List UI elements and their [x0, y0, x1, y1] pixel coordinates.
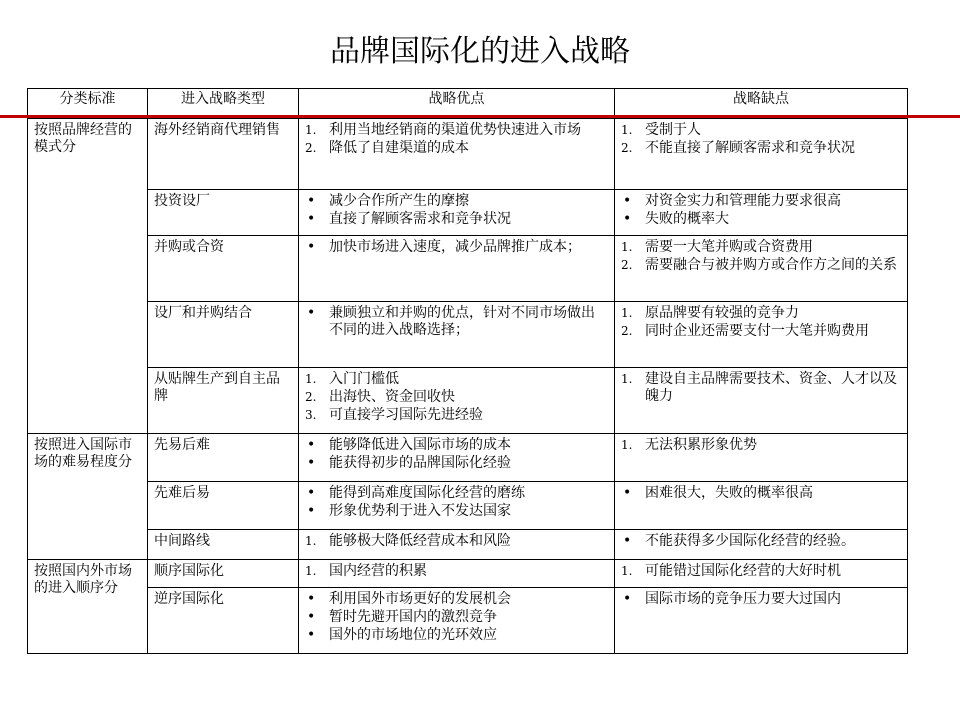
strategy-type-cell: 先难后易: [148, 482, 299, 530]
pros-text: 兼顾独立和并购的优点，针对不同市场做出不同的进入战略选择；: [329, 305, 595, 338]
header-row: [28, 89, 908, 119]
list-item: [621, 211, 901, 228]
category-cell: 按照国内外市场的进入顺序分: [28, 560, 148, 654]
category-cell: 按照品牌经营的模式分: [28, 119, 148, 434]
strategy-type-cell: 先易后难: [148, 434, 299, 482]
pros-text: 国内经营的积累: [329, 563, 427, 579]
bullet-icon: •: [623, 211, 632, 227]
strategy-type-cell: 设厂和并购结合: [148, 302, 299, 368]
list-number: 1.: [305, 534, 317, 548]
list-item: [305, 193, 608, 210]
table-row: [28, 236, 908, 302]
bullet-icon: •: [623, 591, 632, 607]
pros-cell: [299, 588, 615, 654]
list-item: [621, 371, 901, 405]
bullet-icon: •: [307, 455, 316, 471]
pros-text: 减少合作所产生的摩擦: [329, 193, 469, 209]
pros-text: 可直接学习国际先进经验: [329, 407, 483, 423]
pros-text: 利用当地经销商的渠道优势快速进入市场: [329, 122, 581, 138]
cons-list: [621, 563, 901, 580]
bullet-icon: •: [307, 305, 316, 321]
pros-cell: [299, 236, 615, 302]
cons-cell: [615, 119, 908, 190]
strategy-table: [27, 88, 908, 654]
pros-text: 形象优势利于进入不发达国家: [329, 503, 511, 519]
pros-list: [305, 371, 608, 424]
cons-cell: [615, 560, 908, 588]
list-item: [305, 503, 608, 520]
list-number: 1.: [305, 564, 317, 578]
bullet-icon: •: [623, 485, 632, 501]
strategy-type-cell: 逆序国际化: [148, 588, 299, 654]
header-type: 进入战略类型: [148, 89, 299, 119]
pros-text: 降低了自建渠道的成本: [329, 140, 469, 156]
table-row: [28, 119, 908, 190]
strategy-type-cell: 中间路线: [148, 530, 299, 560]
pros-list: [305, 533, 608, 550]
cons-text: 不能获得多少国际化经营的经验。: [645, 533, 855, 549]
list-item: [305, 407, 608, 424]
list-item: [305, 627, 608, 644]
strategy-type-cell: 从贴牌生产到自主品牌: [148, 368, 299, 434]
pros-list: [305, 437, 608, 472]
cons-list: [621, 122, 901, 157]
list-number: 1.: [621, 564, 633, 578]
pros-list: [305, 563, 608, 580]
pros-text: 直接了解顾客需求和竞争状况: [329, 211, 511, 227]
list-number: 1.: [621, 438, 633, 452]
pros-list: [305, 239, 608, 256]
strategy-type-cell: 并购或合资: [148, 236, 299, 302]
list-number: 2.: [621, 141, 633, 155]
list-item: [305, 389, 608, 406]
table-row: [28, 560, 908, 588]
cons-text: 可能错过国际化经营的大好时机: [645, 563, 841, 579]
cons-cell: [615, 588, 908, 654]
header-category: 分类标准: [28, 89, 148, 119]
list-item: [305, 371, 608, 388]
pros-cell: [299, 560, 615, 588]
list-item: [305, 305, 608, 339]
bullet-icon: •: [307, 609, 316, 625]
pros-list: [305, 485, 608, 520]
header-cons: 战略缺点: [615, 89, 908, 119]
list-item: [621, 563, 901, 580]
bullet-icon: •: [307, 627, 316, 643]
pros-cell: [299, 434, 615, 482]
bullet-icon: •: [307, 239, 316, 255]
list-item: [621, 305, 901, 322]
list-item: [621, 323, 901, 340]
cons-text: 原品牌要有较强的竞争力: [645, 305, 799, 321]
bullet-icon: •: [307, 193, 316, 209]
cons-cell: [615, 302, 908, 368]
pros-text: 利用国外市场更好的发展机会: [329, 591, 511, 607]
list-number: 3.: [305, 408, 317, 422]
list-item: [621, 257, 901, 274]
pros-text: 出海快、资金回收快: [329, 389, 455, 405]
table-row: [28, 588, 908, 654]
table-row: [28, 530, 908, 560]
bullet-icon: •: [623, 193, 632, 209]
cons-text: 同时企业还需要支付一大笔并购费用: [645, 323, 869, 339]
table-row: [28, 434, 908, 482]
pros-cell: [299, 530, 615, 560]
list-item: [621, 485, 901, 502]
pros-cell: [299, 482, 615, 530]
pros-text: 加快市场进入速度，减少品牌推广成本；: [329, 239, 581, 255]
list-item: [621, 437, 901, 454]
list-item: [305, 140, 608, 157]
bullet-icon: •: [307, 437, 316, 453]
list-item: [621, 122, 901, 139]
list-number: 2.: [305, 141, 317, 155]
list-item: [305, 437, 608, 454]
pros-text: 能得到高难度国际化经营的磨练: [329, 485, 525, 501]
list-number: 1.: [621, 240, 633, 254]
cons-list: [621, 533, 901, 550]
cons-cell: [615, 530, 908, 560]
list-item: [305, 533, 608, 550]
list-item: [305, 563, 608, 580]
cons-cell: [615, 236, 908, 302]
list-number: 1.: [305, 123, 317, 137]
list-number: 1.: [621, 372, 633, 386]
bullet-icon: •: [307, 591, 316, 607]
cons-text: 失败的概率大: [645, 211, 729, 227]
cons-text: 无法积累形象优势: [645, 437, 757, 453]
bullet-icon: •: [623, 533, 632, 549]
cons-text: 建设自主品牌需要技术、资金、人才以及魄力: [645, 371, 897, 404]
cons-text: 需要融合与被并购方或合作方之间的关系: [645, 257, 897, 273]
list-item: [621, 193, 901, 210]
list-number: 1.: [621, 123, 633, 137]
cons-cell: [615, 482, 908, 530]
bullet-icon: •: [307, 485, 316, 501]
list-item: [621, 533, 901, 550]
pros-list: [305, 591, 608, 644]
strategy-type-cell: 投资设厂: [148, 190, 299, 236]
cons-list: [621, 239, 901, 274]
pros-list: [305, 122, 608, 157]
cons-text: 受制于人: [645, 122, 701, 138]
table-row: [28, 482, 908, 530]
bullet-icon: •: [307, 211, 316, 227]
list-item: [305, 211, 608, 228]
cons-cell: [615, 368, 908, 434]
cons-list: [621, 437, 901, 454]
list-item: [621, 239, 901, 256]
cons-list: [621, 591, 901, 608]
list-number: 1.: [305, 372, 317, 386]
strategy-type-cell: 顺序国际化: [148, 560, 299, 588]
list-number: 2.: [305, 390, 317, 404]
table-row: [28, 302, 908, 368]
table-row: [28, 190, 908, 236]
list-item: [305, 122, 608, 139]
pros-list: [305, 193, 608, 228]
list-item: [305, 591, 608, 608]
pros-cell: [299, 119, 615, 190]
header-pros: 战略优点: [299, 89, 615, 119]
pros-text: 暂时先避开国内的激烈竞争: [329, 609, 497, 625]
cons-text: 困难很大，失败的概率很高: [645, 485, 813, 501]
pros-text: 国外的市场地位的光环效应: [329, 627, 497, 643]
list-item: [621, 591, 901, 608]
cons-list: [621, 305, 901, 340]
cons-cell: [615, 434, 908, 482]
table-body: [28, 119, 908, 654]
pros-text: 能够极大降低经营成本和风险: [329, 533, 511, 549]
list-item: [305, 239, 608, 256]
strategy-type-cell: 海外经销商代理销售: [148, 119, 299, 190]
pros-text: 能获得初步的品牌国际化经验: [329, 455, 511, 471]
cons-list: [621, 371, 901, 405]
cons-cell: [615, 190, 908, 236]
pros-text: 能够降低进入国际市场的成本: [329, 437, 511, 453]
list-number: 2.: [621, 258, 633, 272]
pros-cell: [299, 190, 615, 236]
cons-list: [621, 485, 901, 502]
cons-text: 需要一大笔并购或合资费用: [645, 239, 813, 255]
category-cell: 按照进入国际市场的难易程度分: [28, 434, 148, 560]
pros-cell: [299, 302, 615, 368]
list-item: [621, 140, 901, 157]
list-number: 1.: [621, 306, 633, 320]
list-item: [305, 609, 608, 626]
cons-list: [621, 193, 901, 228]
cons-text: 不能直接了解顾客需求和竞争状况: [645, 140, 855, 156]
list-item: [305, 485, 608, 502]
page-title: 品牌国际化的进入战略: [330, 34, 630, 69]
list-number: 2.: [621, 324, 633, 338]
pros-list: [305, 305, 608, 339]
bullet-icon: •: [307, 503, 316, 519]
cons-text: 国际市场的竞争压力要大过国内: [645, 591, 841, 607]
pros-text: 入门门槛低: [329, 371, 399, 387]
red-divider-line: [0, 115, 960, 118]
cons-text: 对资金实力和管理能力要求很高: [645, 193, 841, 209]
pros-cell: [299, 368, 615, 434]
table-row: [28, 368, 908, 434]
list-item: [305, 455, 608, 472]
